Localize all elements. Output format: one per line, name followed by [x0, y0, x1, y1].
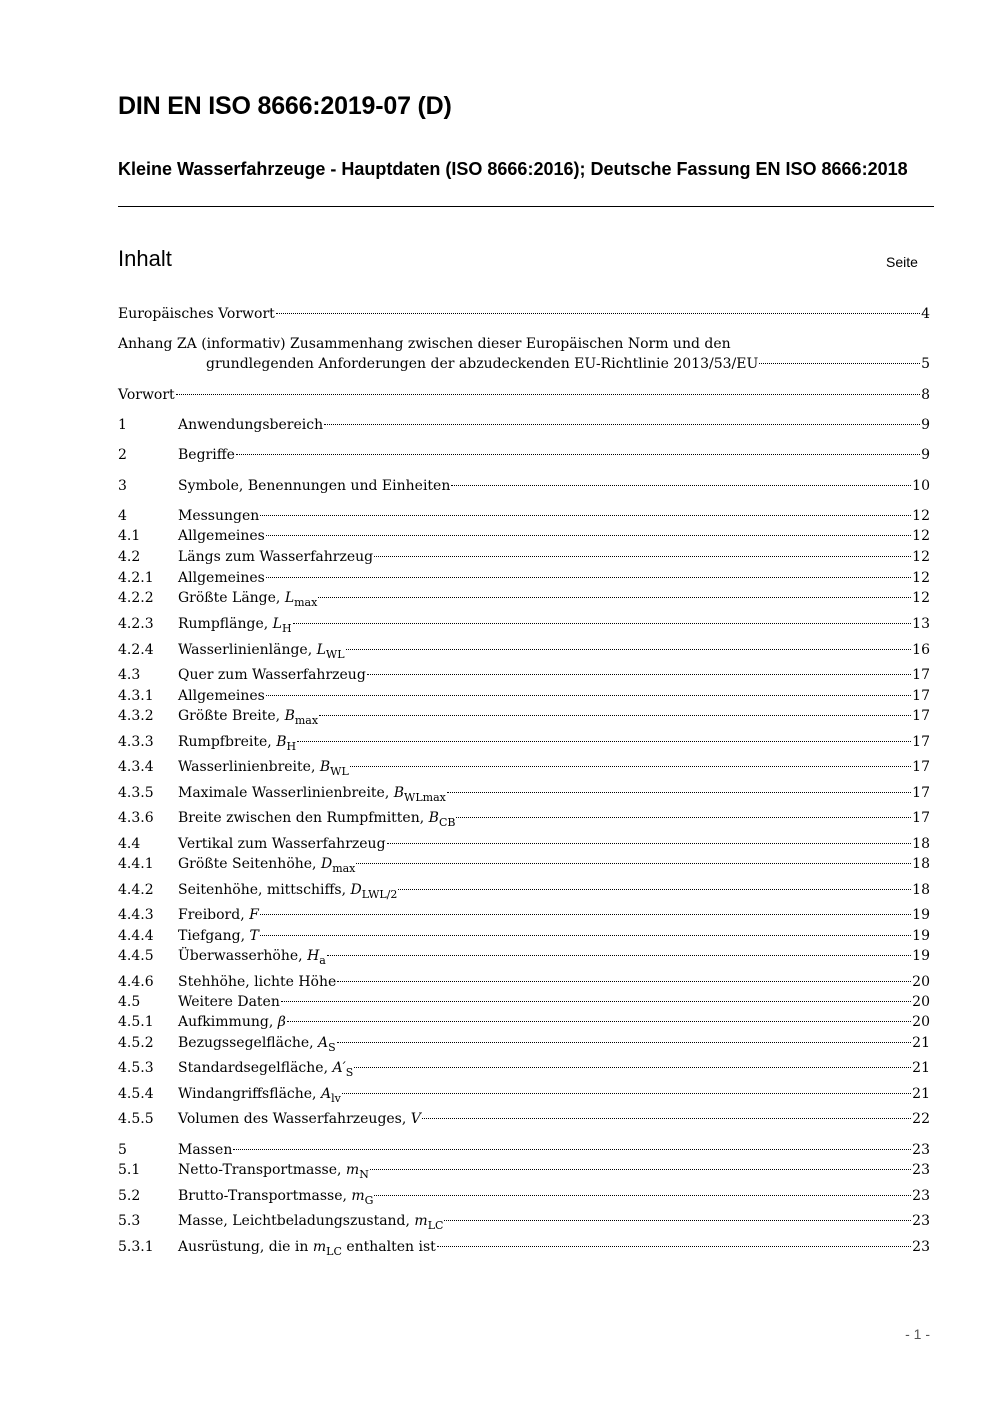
toc-entry-page: 21: [912, 1086, 930, 1102]
toc-leader-dots: [318, 597, 911, 598]
toc-leader-dots: [266, 535, 911, 536]
toc-leader-dots: [447, 792, 911, 793]
toc-entry[interactable]: [118, 1211, 930, 1231]
toc-entry-subscript: S: [345, 1066, 354, 1079]
toc-entry-symbol: B: [284, 708, 295, 724]
toc-entry[interactable]: [118, 1084, 930, 1104]
toc-entry-label: [178, 992, 280, 1012]
toc-leader-dots: [236, 454, 920, 455]
toc-entry-label: [178, 640, 345, 661]
toc-entry-text: Ausrüstung, die in: [178, 1239, 313, 1255]
toc-entry-text: Rumpflänge,: [178, 616, 273, 632]
toc-entry[interactable]: [118, 1186, 930, 1206]
toc-entry-page: 17: [912, 667, 930, 683]
toc-entry[interactable]: [118, 732, 930, 752]
toc-entry-label: grundlegenden Anforderungen der abzudeckenden EU-Richtlinie 2013/53/EU: [206, 356, 759, 372]
toc-entry-text: Begriffe: [178, 447, 235, 463]
toc-leader-dots: [367, 674, 911, 675]
toc-entry-text: Vorwort: [118, 387, 175, 403]
toc-entry-number: 4.3.3: [118, 734, 154, 750]
toc-entry[interactable]: [118, 1012, 930, 1032]
toc-entry-number: 5.3: [118, 1213, 141, 1229]
toc-entry-page: 17: [912, 810, 930, 826]
toc-entry-page: 9: [921, 447, 930, 463]
toc-entry-number: 4.3.1: [118, 688, 154, 704]
toc-entry-number: 4.3: [118, 667, 141, 683]
toc-entry-page: 4: [921, 306, 930, 322]
toc-entry-number: 4.5.2: [118, 1035, 154, 1051]
toc-entry-text: Volumen des Wasserfahrzeuges,: [178, 1111, 411, 1127]
toc-entry-page: 23: [912, 1239, 930, 1255]
toc-leader-dots: [176, 394, 920, 395]
toc-entry-text: Breite zwischen den Rumpfmitten,: [178, 810, 429, 826]
toc-entry[interactable]: [118, 854, 930, 874]
toc-entry-label: [178, 476, 450, 496]
toc-entry-page: 10: [912, 478, 930, 494]
toc-entry-symbol: m: [312, 1239, 327, 1255]
toc-entry[interactable]: [118, 992, 930, 1012]
toc-entry-number: 4.4.4: [118, 928, 154, 944]
toc-entry-label: [118, 385, 175, 405]
toc-entry-subscript: a: [319, 954, 326, 967]
toc-leader-dots: [451, 485, 911, 486]
header-rule: [118, 206, 934, 207]
toc-entry-symbol: A′: [332, 1060, 346, 1076]
toc-leader-dots: [337, 981, 911, 982]
toc-entry[interactable]: [118, 476, 930, 496]
toc-entry-text: Rumpfbreite,: [178, 734, 277, 750]
toc-entry-text: Wasserlinienlänge,: [178, 642, 317, 658]
toc-entry-number: 5.1: [118, 1162, 141, 1178]
toc-entry-page: 5: [921, 356, 930, 372]
toc-entry-label: [178, 1109, 421, 1129]
toc-entry-label: [178, 1140, 232, 1160]
toc-leader-dots: [444, 1220, 911, 1221]
toc-leader-dots: [759, 363, 920, 364]
toc-entry-page: 12: [912, 508, 930, 524]
toc-entry-symbol: F: [249, 907, 259, 923]
toc-entry-page: 19: [912, 948, 930, 964]
toc-entry-subscript: max: [294, 596, 318, 609]
toc-entry-number: 2: [118, 447, 127, 463]
toc-entry-label: [178, 1033, 336, 1054]
toc-entry[interactable]: [118, 385, 930, 405]
toc-entry-page: 17: [912, 734, 930, 750]
toc-leader-dots: [260, 914, 911, 915]
toc-entry-label: [178, 445, 235, 465]
toc-entry[interactable]: [118, 783, 930, 803]
toc-entry-label: [178, 834, 386, 854]
toc-leader-dots: [297, 741, 911, 742]
toc-entry-label: [178, 1084, 341, 1105]
document-title: DIN EN ISO 8666:2019-07 (D): [118, 92, 452, 120]
toc-leader-dots: [266, 577, 911, 578]
toc-entry-text: Masse, Leichtbeladungszustand,: [178, 1213, 415, 1229]
toc-entry-page: 23: [912, 1213, 930, 1229]
toc-entry-number: 4.3.5: [118, 785, 154, 801]
toc-entry-symbol: A: [318, 1035, 329, 1051]
toc-entry[interactable]: [118, 1033, 930, 1053]
toc-entry-text: Aufkimmung,: [178, 1014, 278, 1030]
toc-entry-symbol: V: [410, 1111, 421, 1127]
toc-leader-dots: [342, 1093, 911, 1094]
toc-leader-dots: [281, 1001, 911, 1002]
toc-leader-dots: [260, 935, 911, 936]
toc-entry-symbol: L: [316, 642, 326, 658]
toc-entry-label: [178, 732, 296, 753]
toc-entry-text: Europäisches Vorwort: [118, 306, 275, 322]
toc-entry-subscript: LWL/2: [361, 888, 398, 901]
toc-entry[interactable]: [118, 506, 930, 526]
toc-leader-dots: [233, 1149, 911, 1150]
toc-entry-subscript: H: [281, 622, 292, 635]
toc-entry-symbol: m: [345, 1162, 360, 1178]
toc-entry-number: 4.2.4: [118, 642, 154, 658]
toc-entry[interactable]: [118, 834, 930, 854]
toc-entry-number: 4.4.3: [118, 907, 154, 923]
toc-entry-label: [178, 808, 455, 829]
toc-entry-page: 23: [912, 1142, 930, 1158]
toc-leader-dots: [346, 649, 912, 650]
toc-entry-number: 4.4.6: [118, 974, 154, 990]
toc-entry[interactable]: [118, 1058, 930, 1078]
toc-entry-label: [178, 1160, 369, 1181]
toc-entry[interactable]: [118, 905, 930, 925]
toc-entry[interactable]: [118, 1109, 930, 1129]
toc-entry-page: 18: [912, 856, 930, 872]
toc-entry-text-tail: enthalten ist: [341, 1239, 436, 1255]
toc-entry-text: Allgemeines: [178, 570, 265, 586]
toc-entry-label: [178, 706, 318, 727]
toc-entry-text: Freibord,: [178, 907, 250, 923]
toc-entry-page: 12: [912, 590, 930, 606]
toc-leader-dots: [260, 515, 911, 516]
toc-entry-text: Maximale Wasserlinienbreite,: [178, 785, 394, 801]
toc-entry-symbol: B: [319, 759, 331, 775]
toc-entry-label: [178, 880, 397, 901]
toc-entry-text: Massen: [178, 1142, 233, 1158]
toc-entry[interactable]: [118, 526, 930, 546]
toc-entry-label: [178, 547, 373, 567]
toc-entry[interactable]: [118, 926, 930, 946]
toc-entry-text: Netto-Transportmasse,: [178, 1162, 346, 1178]
toc-entry-text: Quer zum Wasserfahrzeug: [178, 667, 366, 683]
toc-leader-dots: [374, 556, 911, 557]
toc-entry-number: 4.3.6: [118, 810, 154, 826]
toc-entry-text: Größte Seitenhöhe,: [178, 856, 321, 872]
toc-entry[interactable]: [118, 1237, 930, 1257]
toc-entry[interactable]: [118, 1140, 930, 1160]
toc-entry-text: Anwendungsbereich: [178, 417, 324, 433]
toc-entry-label: [178, 1186, 373, 1207]
toc-entry-label: [178, 1012, 286, 1032]
toc-leader-dots: [266, 695, 911, 696]
toc-entry-number: 4: [118, 508, 127, 524]
toc-entry[interactable]: [118, 665, 930, 685]
toc-entry-label: [178, 686, 265, 706]
toc-entry-label: [178, 415, 323, 435]
toc-entry-text: Weitere Daten: [178, 994, 280, 1010]
toc-entry-subscript: max: [332, 862, 356, 875]
toc-entry-label: [178, 1211, 443, 1232]
toc-entry-label: [178, 926, 259, 946]
toc-entry-page: 18: [912, 882, 930, 898]
toc-leader-dots: [287, 1021, 911, 1022]
toc-entry-subscript: WL: [325, 648, 345, 661]
toc-entry-page: 17: [912, 708, 930, 724]
toc-entry-text: Brutto-Transportmasse,: [178, 1188, 352, 1204]
toc-entry-subscript: lv: [331, 1092, 341, 1105]
toc-entry-number: 4.1: [118, 528, 141, 544]
toc-entry-subscript: LC: [427, 1219, 444, 1232]
toc-entry-label: [118, 304, 275, 324]
toc-entry-page: 18: [912, 836, 930, 852]
toc-leader-dots: [422, 1118, 911, 1119]
toc-entry-text: Stehhöhe, lichte Höhe: [178, 974, 337, 990]
toc-entry[interactable]: [118, 334, 930, 376]
toc-entry-subscript: N: [359, 1168, 369, 1181]
toc-entry-page: 17: [912, 759, 930, 775]
toc-entry-subscript: H: [286, 740, 297, 753]
toc-entry-subscript: LC: [326, 1245, 342, 1258]
toc-entry-page: 21: [912, 1035, 930, 1051]
toc-entry-page: 17: [912, 688, 930, 704]
toc-entry-label: [178, 526, 265, 546]
toc-entry-subscript: G: [364, 1194, 374, 1207]
toc-entry-label: [178, 783, 446, 804]
toc-entry-number: 4.5.4: [118, 1086, 154, 1102]
toc-entry[interactable]: [118, 686, 930, 706]
toc-entry-page: 16: [912, 642, 930, 658]
toc-entry-label: [178, 506, 259, 526]
toc-entry-subscript: max: [294, 714, 319, 727]
toc-entry-number: 4.3.4: [118, 759, 154, 775]
toc-entry-symbol: D: [320, 856, 333, 872]
toc-entry-label: [178, 1058, 353, 1079]
toc-entry[interactable]: [118, 757, 930, 777]
toc-entry-number: 4.2: [118, 549, 141, 565]
toc-entry[interactable]: [118, 706, 930, 726]
toc-entry-text: Messungen: [178, 508, 260, 524]
toc-entry-page: 19: [912, 907, 930, 923]
toc-entry-text: Allgemeines: [178, 528, 265, 544]
toc-entry[interactable]: [118, 588, 930, 608]
toc-entry-label: [178, 757, 349, 778]
document-subtitle: Kleine Wasserfahrzeuge - Hauptdaten (ISO 8666:2016); Deutsche Fassung EN ISO 8666:2018: [118, 159, 908, 179]
toc-entry-symbol: B: [428, 810, 439, 826]
toc-leader-dots: [437, 1246, 911, 1247]
toc-entry[interactable]: [118, 808, 930, 828]
toc-entry-text: Seitenhöhe, mittschiffs,: [178, 882, 351, 898]
toc-entry-number: 4.5.1: [118, 1014, 154, 1030]
toc-entry-page: 20: [912, 1014, 930, 1030]
toc-entry-page: 22: [912, 1111, 930, 1127]
toc-leader-dots: [354, 1067, 911, 1068]
toc-entry-label: [178, 905, 259, 925]
toc-entry-text: Symbole, Benennungen und Einheiten: [178, 478, 451, 494]
toc-entry-symbol: B: [276, 734, 287, 750]
toc-entry-page: 23: [912, 1162, 930, 1178]
toc-entry-label: [178, 946, 326, 967]
toc-entry-text: Tiefgang,: [178, 928, 250, 944]
toc-entry-page: 8: [921, 387, 930, 403]
toc-leader-dots: [398, 889, 911, 890]
toc-entry-page: 21: [912, 1060, 930, 1076]
toc-entry-text: Windangriffsfläche,: [178, 1086, 321, 1102]
toc-entry-page: 12: [912, 528, 930, 544]
toc-entry-page: 20: [912, 974, 930, 990]
toc-entry[interactable]: [118, 415, 930, 435]
toc-entry-text: Vertikal zum Wasserfahrzeug: [178, 836, 386, 852]
toc-leader-dots: [370, 1169, 911, 1170]
toc-entry-label-line2: [118, 354, 930, 374]
page-column-label: Seite: [886, 254, 918, 270]
toc-entry-text: Überwasserhöhe,: [178, 948, 308, 964]
toc-entry-subscript: WL: [330, 765, 349, 778]
toc-entry-page: 17: [912, 785, 930, 801]
toc-heading: Inhalt: [118, 246, 172, 271]
toc-entry-number: 5.2: [118, 1188, 141, 1204]
toc-entry-number: 3: [118, 478, 127, 494]
toc-entry[interactable]: [118, 972, 930, 992]
toc-entry-label-line1: Anhang ZA (informativ) Zusammenhang zwischen dieser Europäischen Norm und den: [118, 336, 731, 352]
toc-entry-number: 4.5.5: [118, 1111, 154, 1127]
toc-entry-number: 4.5: [118, 994, 141, 1010]
toc-entry-page: 12: [912, 549, 930, 565]
toc-entry-number: 4.2.1: [118, 570, 154, 586]
toc-entry-text: Standardsegelfläche,: [178, 1060, 333, 1076]
toc-leader-dots: [356, 863, 911, 864]
toc-entry-text: Größte Länge,: [178, 590, 285, 606]
toc-leader-dots: [276, 313, 920, 314]
toc-entry-number: 4.5.3: [118, 1060, 154, 1076]
toc-entry-label: [178, 972, 336, 992]
toc-entry[interactable]: [118, 614, 930, 634]
toc-entry-text: Wasserlinienbreite,: [178, 759, 320, 775]
toc-entry-label: [178, 854, 355, 875]
toc-entry-subscript: S: [328, 1041, 336, 1054]
toc-entry-number: 4.4: [118, 836, 141, 852]
toc-entry-subscript: CB: [438, 816, 456, 829]
toc-entry-page: 12: [912, 570, 930, 586]
toc-entry-number: 4.4.2: [118, 882, 154, 898]
toc-entry-number: 4.3.2: [118, 708, 154, 724]
toc-entry-label: [178, 665, 366, 685]
toc-entry-text: Längs zum Wasserfahrzeug: [178, 549, 374, 565]
page-number: - 1 -: [905, 1326, 930, 1342]
toc-entry-symbol: m: [351, 1188, 365, 1204]
toc-entry-number: 4.4.1: [118, 856, 154, 872]
toc-entry-text: Bezugssegelfläche,: [178, 1035, 319, 1051]
toc-entry-page: 9: [921, 417, 930, 433]
toc-entry[interactable]: [118, 445, 930, 465]
toc-leader-dots: [327, 955, 911, 956]
toc-entry-page: 19: [912, 928, 930, 944]
toc-entry[interactable]: [118, 880, 930, 900]
toc-entry-symbol: T: [249, 928, 259, 944]
toc-leader-dots: [337, 1042, 911, 1043]
toc-entry[interactable]: [118, 1160, 930, 1180]
toc-entry-symbol: D: [350, 882, 362, 898]
toc-entry[interactable]: [118, 946, 930, 966]
toc-leader-dots: [319, 715, 911, 716]
toc-entry-number: 5.3.1: [118, 1239, 154, 1255]
toc-entry-number: 4.2.3: [118, 616, 154, 632]
toc-entry-label: [178, 614, 292, 635]
toc-entry-text: Größte Breite,: [178, 708, 285, 724]
toc-entry-number: 4.2.2: [118, 590, 154, 606]
toc-leader-dots: [293, 623, 912, 624]
toc-entry[interactable]: [118, 304, 930, 324]
toc-entry-page: 23: [912, 1188, 930, 1204]
toc-entry-symbol: L: [272, 616, 282, 632]
toc-entry-symbol: A: [320, 1086, 332, 1102]
toc-entry-symbol: m: [414, 1213, 428, 1229]
toc-entry[interactable]: [118, 568, 930, 588]
toc-entry-page: 20: [912, 994, 930, 1010]
toc-entry-symbol: B: [393, 785, 405, 801]
toc-entry-label: [178, 588, 317, 609]
toc-entry-label: [178, 1237, 436, 1258]
toc-entry-number: 5: [118, 1142, 127, 1158]
toc-entry[interactable]: [118, 640, 930, 660]
toc-entry-symbol: β: [277, 1014, 286, 1030]
toc-leader-dots: [350, 766, 911, 767]
toc-leader-dots: [387, 843, 912, 844]
toc-leader-dots: [374, 1195, 911, 1196]
toc-leader-dots: [456, 817, 911, 818]
toc-entry-symbol: L: [284, 590, 295, 606]
toc-leader-dots: [324, 424, 920, 425]
toc-entry-page: 13: [912, 616, 930, 632]
toc-entry-number: 1: [118, 417, 127, 433]
toc-entry-number: 4.4.5: [118, 948, 154, 964]
toc-entry-text: Allgemeines: [178, 688, 265, 704]
toc-entry-label: [178, 568, 265, 588]
toc-entry[interactable]: [118, 547, 930, 567]
toc-entry-subscript: WLmax: [404, 791, 446, 804]
toc-entry-symbol: H: [307, 948, 320, 964]
